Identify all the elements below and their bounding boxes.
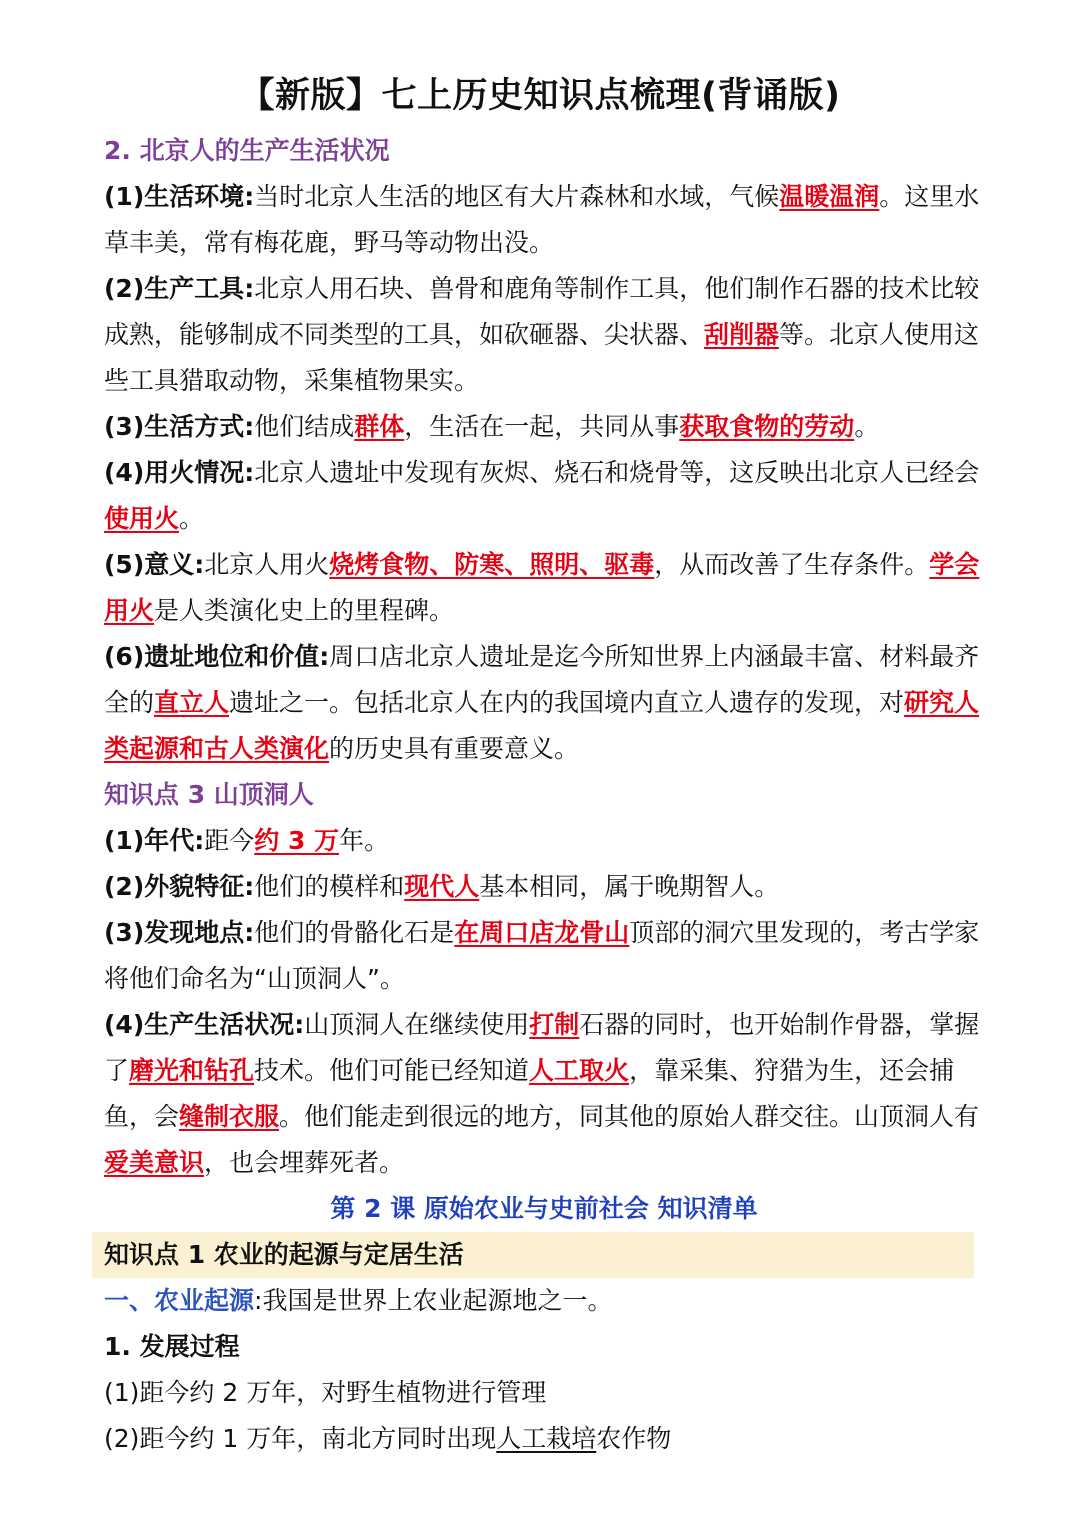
key-term: 群体 bbox=[354, 412, 405, 441]
item-label: (1)年代: bbox=[104, 826, 205, 855]
item-living-environment: (1)生活环境:当时北京人生活的地区有大片森林和水域，气候温暖温润。这里水草丰美，常有梅花鹿，野马等动物出没。 bbox=[104, 182, 980, 257]
item-label: (3)发现地点: bbox=[104, 918, 255, 947]
key-term: 人工取火 bbox=[529, 1056, 630, 1085]
agriculture-origin: 一、农业起源:我国是世界上农业起源地之一。 bbox=[104, 1286, 613, 1315]
item-label: (5)意义: bbox=[104, 550, 205, 579]
document-body bbox=[104, 128, 984, 1462]
key-term: 缝制衣服 bbox=[179, 1102, 280, 1131]
key-term: 磨光和钻孔 bbox=[129, 1056, 255, 1085]
key-term: 获取食物的劳动 bbox=[679, 412, 855, 441]
development-heading: 1. 发展过程 bbox=[104, 1332, 240, 1361]
item-appearance: (2)外貌特征:他们的模样和现代人基本相同，属于晚期智人。 bbox=[104, 872, 780, 901]
page-title: 【新版】七上历史知识点梳理(背诵版) bbox=[239, 76, 841, 116]
item-fire-use: (4)用火情况:北京人遗址中发现有灰烬、烧石和烧骨等，这反映出北京人已经会使用火。 bbox=[104, 458, 980, 533]
item-significance: (5)意义:北京人用火烧烤食物、防寒、照明、驱毒，从而改善了生存条件。学会用火是人类演化史上的里程碑。 bbox=[104, 550, 980, 625]
development-step-2: (2)距今约 1 万年，南北方同时出现人工栽培农作物 bbox=[104, 1424, 672, 1453]
key-term: 在周口店龙骨山 bbox=[454, 918, 630, 947]
key-term: 研究人类起源和古人类演化 bbox=[104, 688, 980, 763]
key-term: 爱美意识 bbox=[104, 1148, 205, 1177]
item-label: (4)生产生活状况: bbox=[104, 1010, 305, 1039]
key-term: 学会用火 bbox=[104, 550, 980, 625]
key-term: 约 3 万 bbox=[254, 826, 340, 855]
key-term: 温暖温润 bbox=[779, 182, 880, 211]
key-term: 直立人 bbox=[154, 688, 230, 717]
item-label: (2)生产工具: bbox=[104, 274, 255, 303]
key-term: 烧烤食物、防寒、照明、驱毒 bbox=[329, 550, 655, 579]
underlined-term: 人工栽培 bbox=[496, 1424, 597, 1453]
item-label: (3)生活方式: bbox=[104, 412, 255, 441]
key-term: 刮削器 bbox=[704, 320, 780, 349]
item-era: (1)年代:距今约 3 万年。 bbox=[104, 826, 390, 855]
item-label: (4)用火情况: bbox=[104, 458, 255, 487]
knowledge-point-band: 知识点 1 农业的起源与定居生活 bbox=[92, 1232, 974, 1278]
origin-label: 一、农业起源 bbox=[104, 1286, 255, 1315]
item-production-life: (4)生产生活状况:山顶洞人在继续使用打制石器的同时，也开始制作骨器，掌握了磨光和钻孔技术。他们可能已经知道人工取火，靠采集、狩猎为生，还会捕鱼，会缝制衣服。他们能走到很远的地方，同其他的原始人群交往。山顶洞人有爱美意识，也会埋葬死者。 bbox=[104, 1010, 980, 1177]
section-heading-upper-cave-man: 知识点 3 山顶洞人 bbox=[104, 780, 314, 809]
key-term: 使用火 bbox=[104, 504, 180, 533]
item-label: (1)生活环境: bbox=[104, 182, 255, 211]
item-label: (2)外貌特征: bbox=[104, 872, 255, 901]
item-label: (6)遗址地位和价值: bbox=[104, 642, 330, 671]
section-heading-beijing-man: 2. 北京人的生产生活状况 bbox=[104, 136, 390, 165]
key-term: 现代人 bbox=[404, 872, 480, 901]
item-production-tools: (2)生产工具:北京人用石块、兽骨和鹿角等制作工具，他们制作石器的技术比较成熟，能够制成不同类型的工具，如砍砸器、尖状器、刮削器等。北京人使用这些工具猎取动物，采集植物果实。 bbox=[104, 274, 980, 395]
lesson-heading: 第 2 课 原始农业与史前社会 知识清单 bbox=[330, 1194, 758, 1223]
key-term: 打制 bbox=[529, 1010, 580, 1039]
item-site-value: (6)遗址地位和价值:周口店北京人遗址是迄今所知世界上内涵最丰富、材料最齐全的直立人遗址之一。包括北京人在内的我国境内直立人遗存的发现，对研究人类起源和古人类演化的历史具有重要意义。 bbox=[104, 642, 980, 763]
development-step-1: (1)距今约 2 万年，对野生植物进行管理 bbox=[104, 1378, 547, 1407]
item-discovery-site: (3)发现地点:他们的骨骼化石是在周口店龙骨山顶部的洞穴里发现的，考古学家将他们命名为“山顶洞人”。 bbox=[104, 918, 980, 993]
item-way-of-life: (3)生活方式:他们结成群体，生活在一起，共同从事获取食物的劳动。 bbox=[104, 412, 880, 441]
